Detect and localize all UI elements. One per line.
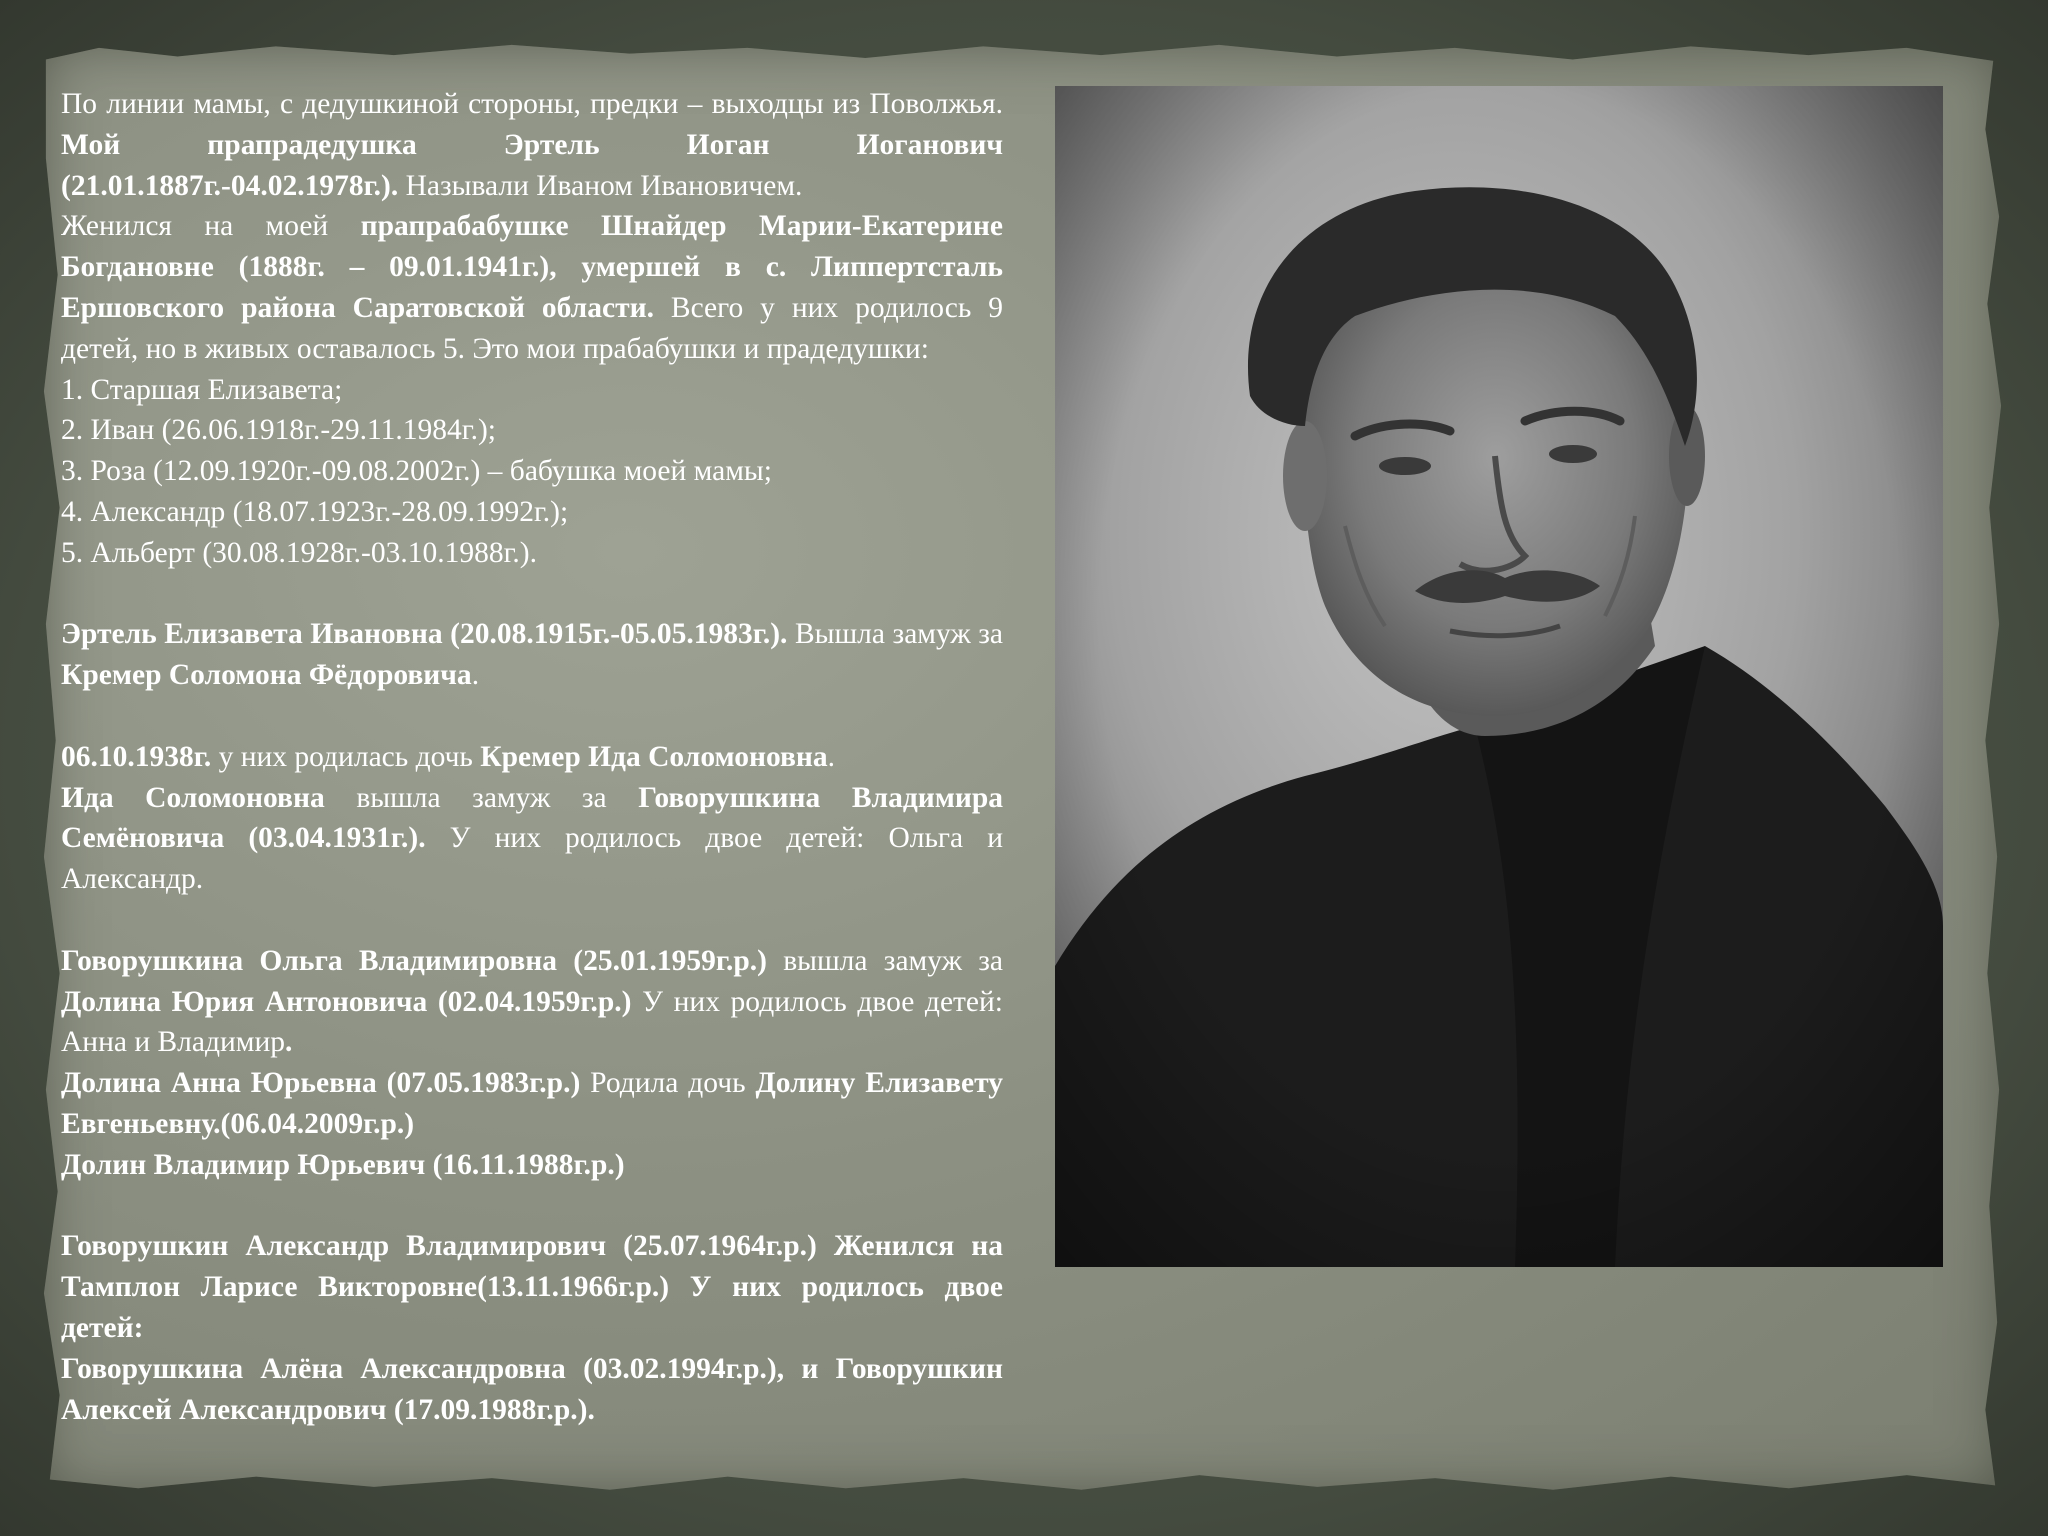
text-run: Женился на моей <box>61 210 361 243</box>
bold-text-run: Долину Елизавету Евгеньевну.(06.04.2009г.р.) <box>61 1067 1003 1140</box>
text-run: Называли Иваном Ивановичем. <box>398 169 803 202</box>
text-paragraph <box>61 492 1003 533</box>
paragraph-gap <box>61 900 1003 941</box>
text-run: . <box>827 740 836 773</box>
bold-text-run: прапрабабушке Шнайдер Марии-Екатерине Богдановне (1888г. – 09.01.1941г.), умершей в с. Липпертсталь Ершовского района Саратовской области. <box>61 210 1003 324</box>
text-run: 4. Александр (18.07.1923г.-28.09.1992г.); <box>61 495 569 528</box>
bold-text-run: Говорушкин Александр Владимирович (25.07.1964г.р.) Женился на Тамплон Ларисе Викторовне(13.11.1966г.р.) У них родилось двое детей: <box>61 1230 1003 1344</box>
bold-text-run: Долина Анна Юрьевна (07.05.1983г.р.) <box>61 1067 581 1100</box>
text-paragraph <box>61 370 1003 411</box>
text-run: По линии мамы, с дедушкиной стороны, предки – выходцы из Поволжья. <box>61 88 1003 120</box>
text-run: 1. Старшая Елизавета; <box>61 373 343 406</box>
bold-text-run: Ида Соломоновна <box>61 781 325 814</box>
bold-text-run: 06.10.1938г. <box>61 740 212 773</box>
bold-text-run: Говорушкина Алёна Александровна (03.02.1994г.р.), и Говорушкин Алексей Александрович (17.09.1988г.р.). <box>61 1352 1003 1426</box>
bold-text-run: Долин Владимир Юрьевич (16.11.1988г.р.) <box>61 1148 625 1181</box>
text-run: Вышла замуж за <box>787 618 1004 651</box>
bold-text-run: Говорушкина Ольга Владимировна (25.01.1959г.р.) <box>61 944 767 977</box>
bold-text-run: Говорушкина Владимира Семёновича (03.04.1931г.). <box>61 781 1004 855</box>
text-paragraph <box>61 1145 1003 1186</box>
text-paragraph <box>61 1063 1003 1145</box>
bold-text-run: Кремер Ида Соломоновна <box>480 740 828 773</box>
paragraph-gap <box>61 1186 1003 1227</box>
text-run: 5. Альберт (30.08.1928г.-03.10.1988г.). <box>61 536 537 569</box>
bold-text-run: Кремер Соломона Фёдоровича <box>61 659 472 692</box>
genealogy-text <box>61 84 1003 1430</box>
bold-text-run: Эртель Елизавета Ивановна (20.08.1915г.-05.05.1983г.). <box>61 618 788 651</box>
text-run: вышла замуж за <box>766 944 1003 977</box>
text-run: у них родилась дочь <box>211 740 481 773</box>
portrait-photo <box>1055 86 1943 1267</box>
bold-text-run: . <box>285 1026 293 1059</box>
text-paragraph <box>61 84 1003 206</box>
paragraph-gap <box>61 696 1003 737</box>
text-run: 3. Роза (12.09.1920г.-09.08.2002г.) – бабушка моей мамы; <box>61 455 772 488</box>
text-run: Всего у них родилось 9 детей, но в живых оставалось 5. Это мои прабабушки и прадедушки: <box>61 291 1003 365</box>
bold-text-run: Долина Юрия Антоновича (02.04.1959г.р.) <box>61 985 632 1018</box>
text-paragraph <box>61 1226 1003 1348</box>
paragraph-gap <box>61 574 1003 615</box>
text-run: У них родилось двое детей: Ольга и Александр. <box>61 822 1003 896</box>
text-paragraph <box>61 410 1003 451</box>
text-paragraph <box>61 778 1003 900</box>
text-run: У них родилось двое детей: Анна и Владимир <box>61 985 1004 1059</box>
portrait-photo-icon <box>1055 86 1943 1267</box>
text-run: Родила дочь <box>580 1067 756 1100</box>
text-run: вышла замуж за <box>324 781 639 814</box>
text-paragraph <box>61 737 1003 778</box>
text-paragraph <box>61 451 1003 492</box>
text-paragraph <box>61 941 1003 1063</box>
text-run: 2. Иван (26.06.1918г.-29.11.1984г.); <box>61 414 496 447</box>
text-paragraph <box>61 1349 1003 1431</box>
bold-text-run: Мой прапрадедушка Эртель Иоган Иоганович (21.01.1887г.-04.02.1978г.). <box>61 128 1003 202</box>
text-paragraph <box>61 614 1003 696</box>
text-paragraph <box>61 533 1003 574</box>
text-run: . <box>471 659 480 692</box>
text-paragraph <box>61 206 1003 369</box>
